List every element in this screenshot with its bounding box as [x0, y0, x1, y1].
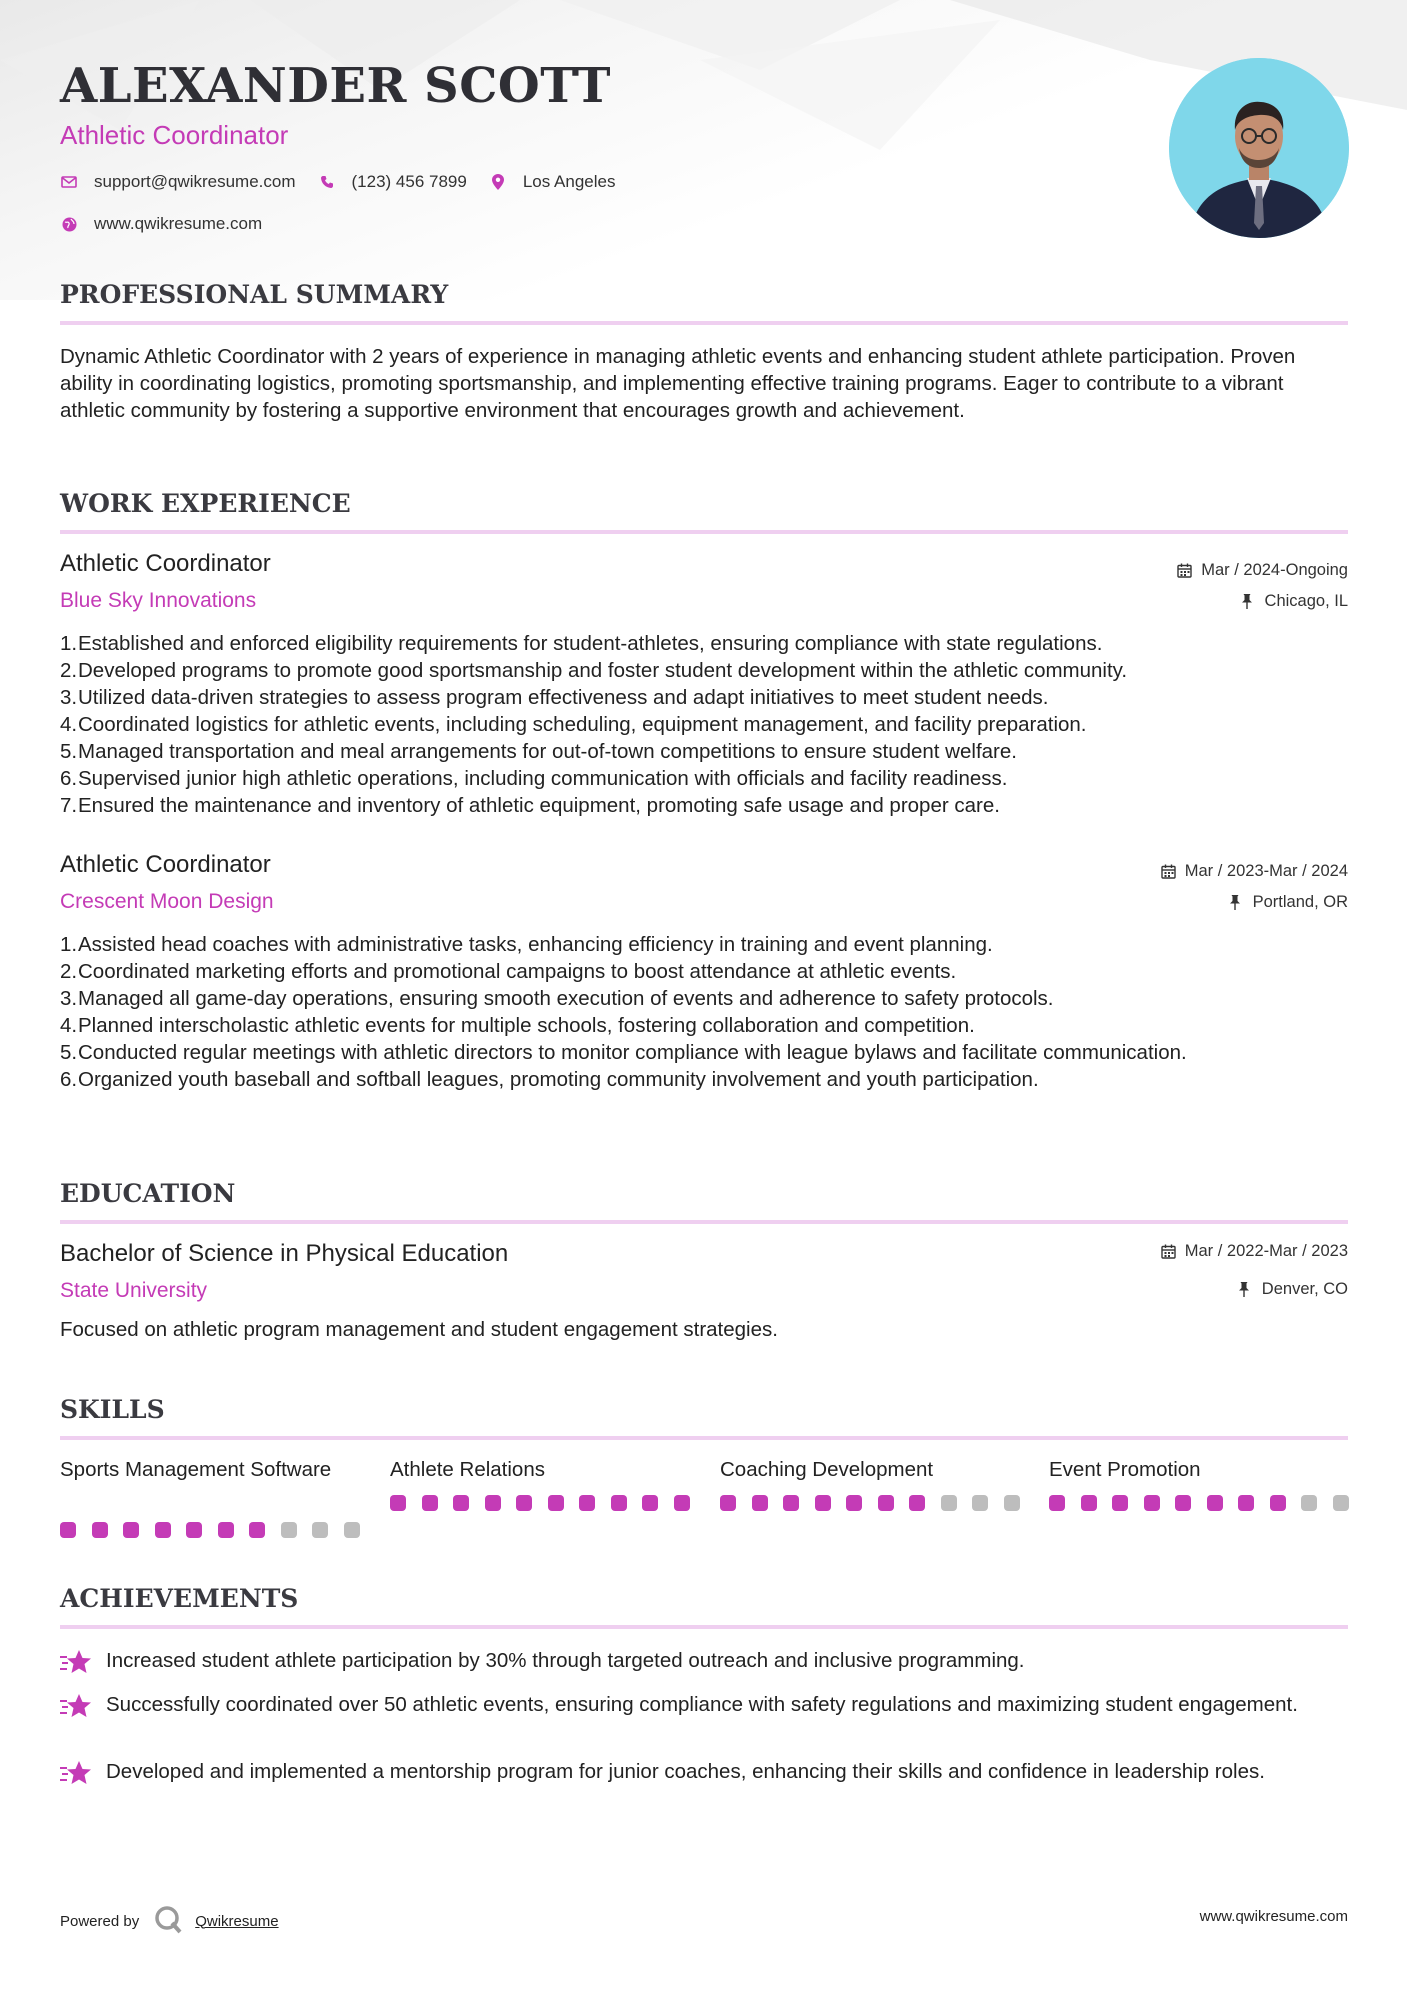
skill-dot-filled [1238, 1495, 1254, 1511]
skill-dot-filled [1207, 1495, 1223, 1511]
job-dates [1177, 561, 1348, 580]
star-icon [60, 1647, 106, 1682]
dates-text: Mar / 2022-Mar / 2023 [1184, 1242, 1348, 1260]
powered-by [60, 1904, 279, 1938]
list-item: 5. Managed transportation and meal arrangements for out-of-town competitions to ensure student welfare. [60, 740, 1017, 763]
skill-dot-filled [1049, 1495, 1065, 1511]
skill-dot-filled [516, 1495, 532, 1511]
skill-dot-filled [611, 1495, 627, 1511]
achievement-item [60, 1647, 1348, 1682]
job-dates [1161, 862, 1348, 881]
skill-dot-filled [674, 1495, 690, 1511]
location-text: Denver, CO [1261, 1280, 1348, 1298]
skill-dot-empty [1004, 1495, 1020, 1511]
skills-heading: SKILLS [60, 1395, 1348, 1440]
star-icon [60, 1691, 106, 1726]
phone-text: (123) 456 7899 [351, 172, 467, 191]
company-name: Blue Sky Innovations [60, 589, 257, 612]
education-dates [1161, 1242, 1348, 1261]
job-location [1229, 893, 1348, 912]
education-description: Focused on athletic program management and student engagement strategies. [60, 1318, 778, 1341]
job-location [1241, 592, 1348, 611]
contact-row [60, 172, 637, 192]
list-item: 3. Utilized data-driven strategies to assess program effectiveness and adapt initiatives to meet student needs. [60, 686, 1049, 709]
skill-dot-filled [485, 1495, 501, 1511]
website-text: www.qwikresume.com [94, 214, 263, 233]
skill-dot-filled [249, 1522, 265, 1538]
list-item: 6. Supervised junior high athletic operations, including communication with officials and facility readiness. [60, 767, 1008, 790]
skill-dot-filled [1175, 1495, 1191, 1511]
list-item: 2. Developed programs to promote good sportsmanship and foster student development within the athletic community. [60, 659, 1128, 682]
star-icon [60, 1758, 106, 1793]
list-item: 5. Conducted regular meetings with athletic directors to monitor compliance with league bylaws and facilitate communication. [60, 1041, 1187, 1064]
skill-dot-filled [218, 1522, 234, 1538]
experience-heading: WORK EXPERIENCE [60, 489, 1348, 534]
education-location [1238, 1280, 1348, 1299]
skill-dot-filled [815, 1495, 831, 1511]
candidate-name: ALEXANDER SCOTT [60, 58, 611, 114]
profile-photo [1169, 58, 1349, 238]
skill-name: Sports Management Software [60, 1458, 332, 1481]
job-title: Athletic Coordinator [60, 851, 271, 878]
list-item: 1. Established and enforced eligibility requirements for student-athletes, ensuring compliance with state regulations. [60, 632, 1103, 655]
achievement-text: Increased student athlete participation by 30% through targeted outreach and inclusive programming. [106, 1649, 1025, 1672]
list-item: 1. Assisted head coaches with administrative tasks, enhancing efficiency in training and event planning. [60, 933, 993, 956]
skill-item [60, 1456, 360, 1483]
company-name: Crescent Moon Design [60, 890, 274, 913]
calendar-icon [1177, 563, 1193, 579]
list-item: 4. Planned interscholastic athletic events for multiple schools, fostering collaboration and competition. [60, 1014, 975, 1037]
skill-rating [390, 1495, 705, 1511]
skill-rating [720, 1495, 1035, 1511]
skill-dot-empty [281, 1522, 297, 1538]
achievement-text: Developed and implemented a mentorship program for junior coaches, enhancing their skills and confidence in leadership roles. [106, 1760, 1265, 1783]
skill-dot-filled [422, 1495, 438, 1511]
list-item: 7. Ensured the maintenance and inventory of athletic equipment, promoting safe usage and proper care. [60, 794, 1000, 817]
list-item: 3. Managed all game-day operations, ensuring smooth execution of events and adherence to safety protocols. [60, 987, 1054, 1010]
list-item: 6. Organized youth baseball and softball leagues, promoting community involvement and youth participation. [60, 1068, 1039, 1091]
skill-dot-filled [642, 1495, 658, 1511]
dates-text: Mar / 2023-Mar / 2024 [1184, 862, 1348, 880]
skill-rating [60, 1522, 375, 1538]
summary-heading: PROFESSIONAL SUMMARY [60, 280, 1348, 325]
phone-icon [318, 173, 336, 191]
job-bullets [60, 630, 1348, 819]
footer-url[interactable]: www.qwikresume.com [1199, 1908, 1348, 1925]
skill-name: Event Promotion [1049, 1458, 1201, 1481]
pushpin-icon [1241, 594, 1257, 610]
skill-dot-empty [972, 1495, 988, 1511]
location-text: Portland, OR [1252, 893, 1348, 911]
skill-dot-filled [155, 1522, 171, 1538]
candidate-role: Athletic Coordinator [60, 120, 289, 150]
school-name: State University [60, 1279, 208, 1302]
skill-dot-empty [1333, 1495, 1349, 1511]
skill-dot-filled [783, 1495, 799, 1511]
contact-location [489, 172, 616, 192]
skill-dot-filled [1144, 1495, 1160, 1511]
achievement-item [60, 1758, 1348, 1793]
skill-dot-filled [60, 1522, 76, 1538]
skill-item [1049, 1456, 1349, 1483]
achievement-item [60, 1691, 1348, 1726]
powered-by-label: Powered by [60, 1912, 140, 1930]
location-text: Chicago, IL [1264, 592, 1348, 610]
skill-dot-filled [186, 1522, 202, 1538]
skill-dot-filled [390, 1495, 406, 1511]
globe-icon [60, 215, 78, 233]
education-heading: EDUCATION [60, 1179, 1348, 1224]
dates-text: Mar / 2024-Ongoing [1201, 561, 1348, 579]
contact-website[interactable] [60, 214, 262, 234]
skill-dot-filled [579, 1495, 595, 1511]
skill-name: Athlete Relations [390, 1458, 545, 1481]
qwikresume-logo-icon [153, 1904, 183, 1938]
skill-rating [1049, 1495, 1364, 1511]
email-text: support@qwikresume.com [94, 172, 296, 191]
skill-dot-empty [312, 1522, 328, 1538]
calendar-icon [1161, 1244, 1177, 1260]
achievement-text: Successfully coordinated over 50 athletic events, ensuring compliance with safety regulations and maximizing student engagement. [106, 1693, 1298, 1716]
skill-dot-filled [909, 1495, 925, 1511]
skill-item [720, 1456, 1020, 1483]
skill-dot-filled [1270, 1495, 1286, 1511]
list-item: 4. Coordinated logistics for athletic events, including scheduling, equipment management, and facility preparation. [60, 713, 1087, 736]
skill-dot-filled [92, 1522, 108, 1538]
qwikresume-link[interactable]: Qwikresume [195, 1912, 279, 1930]
contact-row-website [60, 214, 284, 234]
list-item: 2. Coordinated marketing efforts and promotional campaigns to boost attendance at athletic events. [60, 960, 957, 983]
location-text: Los Angeles [522, 172, 616, 191]
mail-icon [60, 173, 78, 191]
skill-dot-filled [1081, 1495, 1097, 1511]
skill-dot-filled [878, 1495, 894, 1511]
skill-name: Coaching Development [720, 1458, 934, 1481]
skill-dot-filled [846, 1495, 862, 1511]
skill-dot-empty [344, 1522, 360, 1538]
pushpin-icon [1238, 1282, 1254, 1298]
calendar-icon [1161, 864, 1177, 880]
contact-email[interactable] [60, 172, 296, 192]
skill-dot-filled [548, 1495, 564, 1511]
achievements-heading: ACHIEVEMENTS [60, 1584, 1348, 1629]
job-title: Athletic Coordinator [60, 550, 271, 577]
summary-text: Dynamic Athletic Coordinator with 2 years of experience in managing athletic events and enhancing student athlete participation. Proven ability in coordinating logistics, promoting sportsmanship, and implementing effective training programs. Eager to contribute to a vibrant athletic community by fostering a supportive environment that encourages growth and achievement. [60, 345, 1296, 422]
skill-dot-filled [123, 1522, 139, 1538]
map-pin-icon [489, 173, 507, 191]
skill-dot-filled [752, 1495, 768, 1511]
skill-dot-empty [1301, 1495, 1317, 1511]
skill-item [390, 1456, 690, 1483]
skill-dot-empty [941, 1495, 957, 1511]
job-bullets [60, 931, 1348, 1093]
degree-title: Bachelor of Science in Physical Education [60, 1240, 509, 1267]
pushpin-icon [1229, 895, 1245, 911]
skill-dot-filled [453, 1495, 469, 1511]
skill-dot-filled [720, 1495, 736, 1511]
skill-dot-filled [1112, 1495, 1128, 1511]
contact-phone[interactable] [318, 172, 467, 192]
